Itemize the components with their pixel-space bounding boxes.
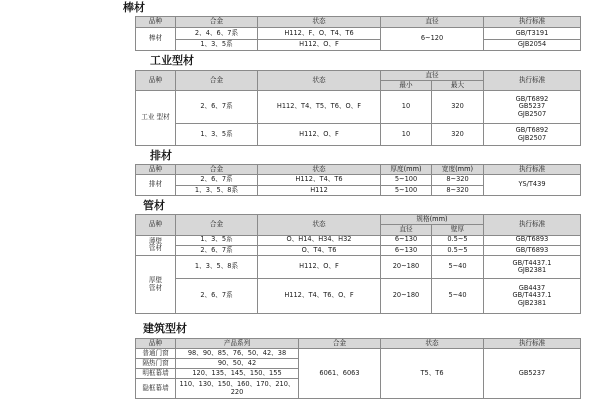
standard-cell: YS/T439 [484, 175, 581, 196]
header-cell: 厚度(mm) [381, 165, 432, 175]
kind-cell: 隔热门窗 [136, 359, 176, 369]
header-cell: 执行标准 [484, 71, 581, 91]
alloy-cell: 2、6、7系 [176, 278, 258, 313]
tube-table [135, 214, 581, 314]
header-cell: 状态 [258, 215, 381, 236]
alloy-cell: 1、3、5、8系 [176, 185, 258, 195]
diameter-cell: 6~130 [381, 235, 432, 245]
alloy-cell: 1、3、5系 [176, 39, 258, 50]
state-cell: H112、T4、T6 [258, 175, 381, 185]
table-row [136, 278, 581, 313]
series-cell: 120、135、145、150、155 [176, 369, 299, 379]
category-cell: 排材 [136, 175, 176, 196]
table-header-row [136, 339, 581, 349]
header-cell: 状态 [258, 71, 381, 91]
alloy-cell: 2、6、7系 [176, 91, 258, 124]
section-title-architectural: 建筑型材 [143, 322, 187, 335]
max-cell: 320 [432, 124, 484, 146]
header-cell: 品种 [136, 71, 176, 91]
standard-cell: GB/T6893 [484, 235, 581, 245]
min-cell: 10 [381, 91, 432, 124]
header-cell: 合金 [176, 71, 258, 91]
standard-cell: GB/T4437.1 GJB2381 [484, 256, 581, 279]
table-row [136, 175, 581, 185]
header-cell: 执行标准 [484, 339, 581, 349]
table-row [136, 91, 581, 124]
min-cell: 10 [381, 124, 432, 146]
width-cell: 8~320 [432, 175, 484, 185]
state-cell: O、T4、T6 [258, 245, 381, 255]
section-title-tube: 管材 [143, 199, 165, 212]
header-cell: 执行标准 [484, 215, 581, 236]
state-cell: H112 [258, 185, 381, 195]
header-cell: 状态 [258, 165, 381, 175]
thickness-cell: 5~100 [381, 185, 432, 195]
standard-cell: GB/T6892 GB5237 GJB2507 [484, 91, 581, 124]
table-row [136, 235, 581, 245]
category-cell: 工业 型材 [136, 91, 176, 146]
header-cell: 规格(mm) [381, 215, 484, 225]
max-cell: 320 [432, 91, 484, 124]
header-cell: 品种 [136, 215, 176, 236]
wall-cell: 0.5~5 [432, 235, 484, 245]
table-row [136, 39, 581, 50]
section-title-industrial: 工业型材 [150, 54, 194, 67]
table-header-row [136, 17, 581, 28]
header-cell: 直径 [381, 71, 484, 81]
alloy-cell: 2、6、7系 [176, 245, 258, 255]
table-row [136, 124, 581, 146]
header-cell: 状态 [381, 339, 484, 349]
kind-cell: 隐框幕墙 [136, 379, 176, 399]
subheader-cell: 直径 [381, 225, 432, 235]
state-cell: H112、T4、T5、T6、O、F [258, 91, 381, 124]
table-header-row [136, 165, 581, 175]
table-header-row [136, 215, 581, 225]
busbar-table [135, 164, 581, 196]
header-cell: 品种 [136, 17, 176, 28]
state-cell: H112、F、O、T4、T6 [258, 28, 381, 39]
width-cell: 8~320 [432, 185, 484, 195]
state-cell: O、H14、H34、H32 [258, 235, 381, 245]
alloy-cell: 2、6、7系 [176, 175, 258, 185]
standard-cell: GJB2054 [484, 39, 581, 50]
series-cell: 90、50、42 [176, 359, 299, 369]
header-cell: 产品系列 [176, 339, 299, 349]
section-title-bar: 棒材 [123, 1, 145, 14]
section-title-busbar: 排材 [150, 149, 172, 162]
alloy-cell: 1、3、5系 [176, 124, 258, 146]
table-row [136, 349, 581, 359]
subheader-cell: 壁厚 [432, 225, 484, 235]
state-cell: H112、T4、T6、O、F [258, 278, 381, 313]
kind-cell: 明框幕墙 [136, 369, 176, 379]
header-cell: 品种 [136, 339, 176, 349]
subheader-cell: 最大 [432, 81, 484, 91]
diameter-cell: 20~180 [381, 256, 432, 279]
alloy-cell: 1、3、5、8系 [176, 256, 258, 279]
standard-cell: GB5237 [484, 349, 581, 399]
standard-cell: GB4437 GB/T4437.1 GJB2381 [484, 278, 581, 313]
diameter-cell: 6~130 [381, 245, 432, 255]
header-cell: 状态 [258, 17, 381, 28]
state-cell: H112、O、F [258, 124, 381, 146]
architectural-table [135, 338, 581, 399]
header-cell: 合金 [176, 165, 258, 175]
header-cell: 合金 [299, 339, 381, 349]
category-cell: 厚壁 管材 [136, 256, 176, 314]
header-cell: 合金 [176, 17, 258, 28]
table-row [136, 28, 581, 39]
header-cell: 执行标准 [484, 17, 581, 28]
wall-cell: 0.5~5 [432, 245, 484, 255]
table-row [136, 256, 581, 279]
header-cell: 直径 [381, 17, 484, 28]
standard-cell: GB/T6893 [484, 245, 581, 255]
alloy-cell: 1、3、5系 [176, 235, 258, 245]
standard-cell: GB/T6892 GJB2507 [484, 124, 581, 146]
alloy-cell: 6061、6063 [299, 349, 381, 399]
wall-cell: 5~40 [432, 256, 484, 279]
header-cell: 宽度(mm) [432, 165, 484, 175]
industrial-table [135, 70, 581, 146]
header-cell: 合金 [176, 215, 258, 236]
standard-cell: GB/T3191 [484, 28, 581, 39]
table-row [136, 245, 581, 255]
state-cell: T5、T6 [381, 349, 484, 399]
state-cell: H112、O、F [258, 39, 381, 50]
diameter-cell: 20~180 [381, 278, 432, 313]
wall-cell: 5~40 [432, 278, 484, 313]
header-cell: 执行标准 [484, 165, 581, 175]
series-cell: 98、90、85、76、50、42、38 [176, 349, 299, 359]
category-cell: 棒材 [136, 28, 176, 51]
thickness-cell: 5~100 [381, 175, 432, 185]
table-header-row [136, 71, 581, 81]
category-cell: 薄壁 管材 [136, 235, 176, 256]
subheader-cell: 最小 [381, 81, 432, 91]
bar-table [135, 16, 581, 51]
diameter-cell: 6~120 [381, 28, 484, 51]
alloy-cell: 2、4、6、7系 [176, 28, 258, 39]
kind-cell: 普通门窗 [136, 349, 176, 359]
header-cell: 品种 [136, 165, 176, 175]
series-cell: 110、130、150、160、170、210、 220 [176, 379, 299, 399]
state-cell: H112、O、F [258, 256, 381, 279]
